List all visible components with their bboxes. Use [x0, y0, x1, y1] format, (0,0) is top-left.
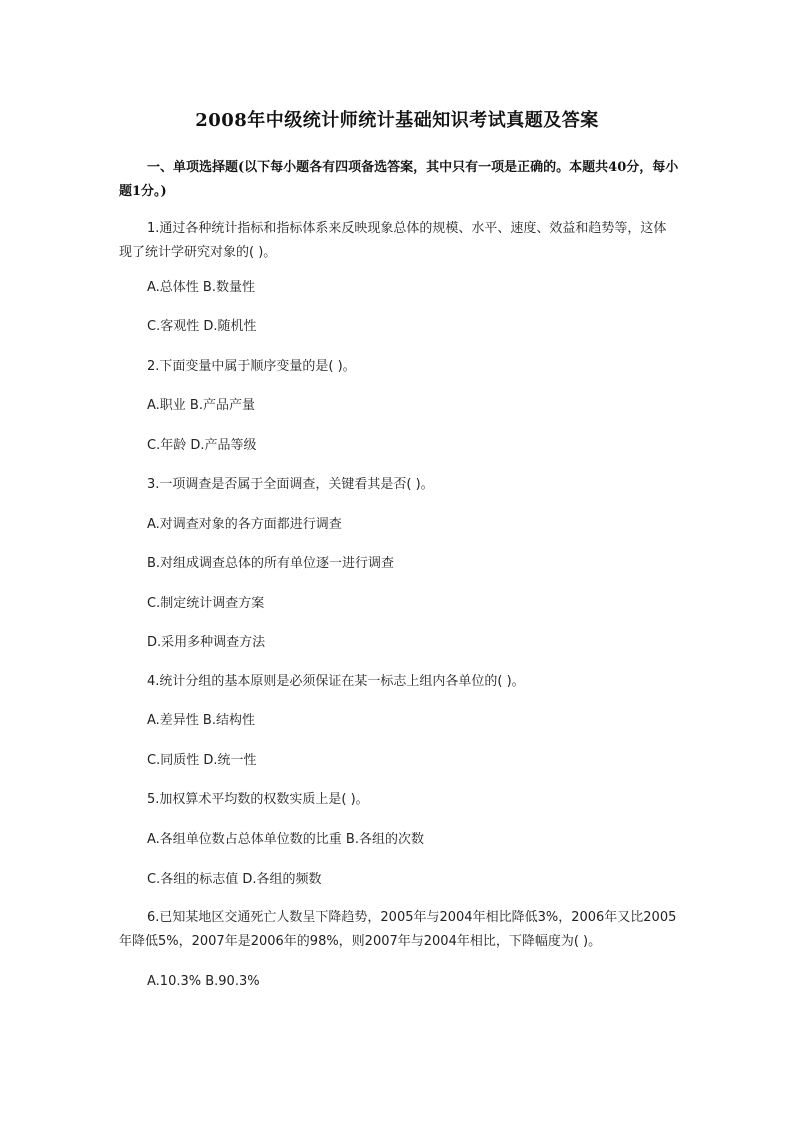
question-1-option-line-2: C.客观性 D.随机性 [147, 319, 257, 334]
question-stem-2: 2.下面变量中属于顺序变量的是( )。 [147, 359, 356, 374]
question-3-option-a: A.对调查对象的各方面都进行调查 [147, 517, 342, 532]
document-title: 2008年中级统计师统计基础知识考试真题及答案 [195, 110, 599, 131]
question-5-option-line-1: A.各组单位数占总体单位数的比重 B.各组的次数 [147, 832, 424, 847]
question-6-option-line-1: A.10.3% B.90.3% [147, 974, 260, 989]
question-3-option-d: D.采用多种调查方法 [147, 635, 266, 650]
section-heading: 一、单项选择题(以下每小题各有四项备选答案，其中只有一项是正确的。本题共40分，每小题1分。) [119, 160, 679, 199]
question-2-option-line-1: A.职业 B.产品产量 [147, 398, 255, 413]
question-3-option-b: B.对组成调查总体的所有单位逐一进行调查 [147, 556, 395, 571]
question-stem-3: 3.一项调查是否属于全面调查，关键看其是否( )。 [147, 477, 434, 492]
question-stem-1: 1.通过各种统计指标和指标体系来反映现象总体的规模、水平、速度、效益和趋势等，这体现了统计学研究对象的( )。 [119, 221, 667, 260]
question-4-option-line-1: A.差异性 B.结构性 [147, 713, 255, 728]
question-1-option-line-1: A.总体性 B.数量性 [147, 280, 255, 295]
question-4-option-line-2: C.同质性 D.统一性 [147, 753, 257, 768]
question-stem-6: 6.已知某地区交通死亡人数呈下降趋势，2005年与2004年相比降低3%，2006年又比2005年降低5%，2007年是2006年的98%，则2007年与2004年相比，下降幅度为( )。 [119, 910, 677, 949]
question-3-option-c: C.制定统计调查方案 [147, 596, 265, 611]
question-2-option-line-2: C.年龄 D.产品等级 [147, 438, 257, 453]
question-5-option-line-2: C.各组的标志值 D.各组的频数 [147, 872, 322, 887]
question-stem-5: 5.加权算术平均数的权数实质上是( )。 [147, 792, 369, 807]
question-stem-4: 4.统计分组的基本原则是必须保证在某一标志上组内各单位的( )。 [147, 674, 525, 689]
